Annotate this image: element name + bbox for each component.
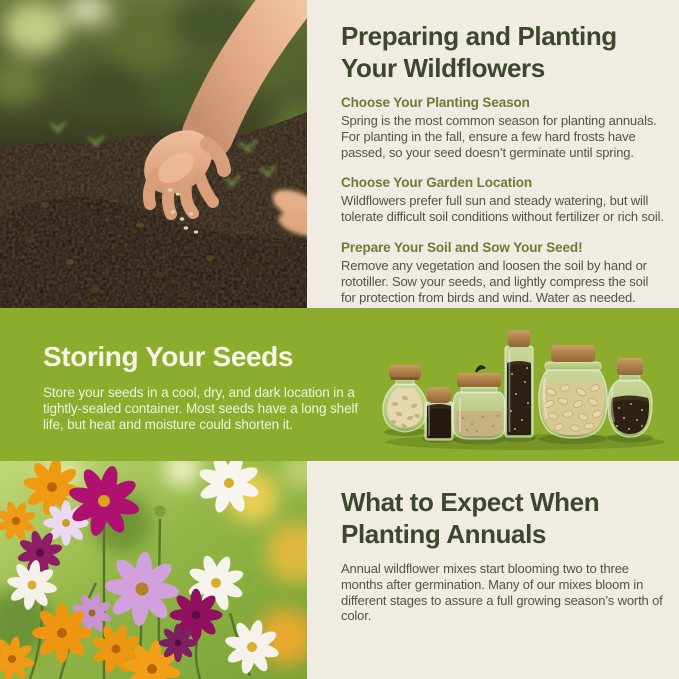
wildflowers-photo [0,461,307,679]
preparing-title [341,20,671,84]
expect-body: Annual wildflower mixes start blooming two to three months after germination. Many of our mixes bloom in different stages to assure a full growing season’s worth of color. [341,561,663,624]
planting-season-body: Spring is the most common season for planting annuals. For planting in the fall, ensure a few hard frosts have passed, so your seed doesn’t germinate until spring. [341,113,657,160]
garden-location-body: Wildflowers prefer full sun and steady watering, but will tolerate difficult soil conditions without fertilizer or rich soil. [341,193,664,225]
jar-pumpkin-seeds [539,345,607,444]
storing-body: Store your seeds in a cool, dry, and dark location in a tightly-sealed container. Most seeds have a long shelf life, but heat and moisture could shorten it. [43,385,359,432]
prepare-soil-body: Remove any vegetation and loosen the soil by hand or rototiller. Sow your seeds, and lightly compress the soil for protection from birds and wind. Water as needed. [341,257,649,305]
storing-title: Storing Your Seeds [43,341,294,372]
storing-band [0,308,679,461]
prepare-soil-heading: Prepare Your Soil and Sow Your Seed! [341,239,583,255]
seed-jars-illustration [379,308,679,461]
expect-title-line2: Planting Annuals [341,519,546,549]
sowing-seeds-photo [0,0,307,308]
planting-season-heading: Choose Your Planting Season [341,95,530,110]
expect-panel [307,461,679,679]
preparing-title-line2: Your Wildflowers [341,53,545,83]
jar-tall-dark [502,330,536,442]
jar-dark-small [422,387,456,443]
expect-title-line1: What to Expect When [341,487,600,517]
jar-sunflower-seeds [607,358,653,443]
storing-text-block [43,341,363,433]
seed-jars-photo [379,308,679,461]
preparing-title-line1: Preparing and Planting [341,21,617,51]
jar-tan-seeds [453,366,505,444]
garden-location-heading: Choose Your Garden Location [341,175,533,191]
jar-white-seeds [383,365,427,436]
expect-title [341,486,671,550]
sowing-seeds-illustration [0,0,307,308]
preparing-panel [307,0,679,308]
wildflowers-illustration [0,461,307,679]
